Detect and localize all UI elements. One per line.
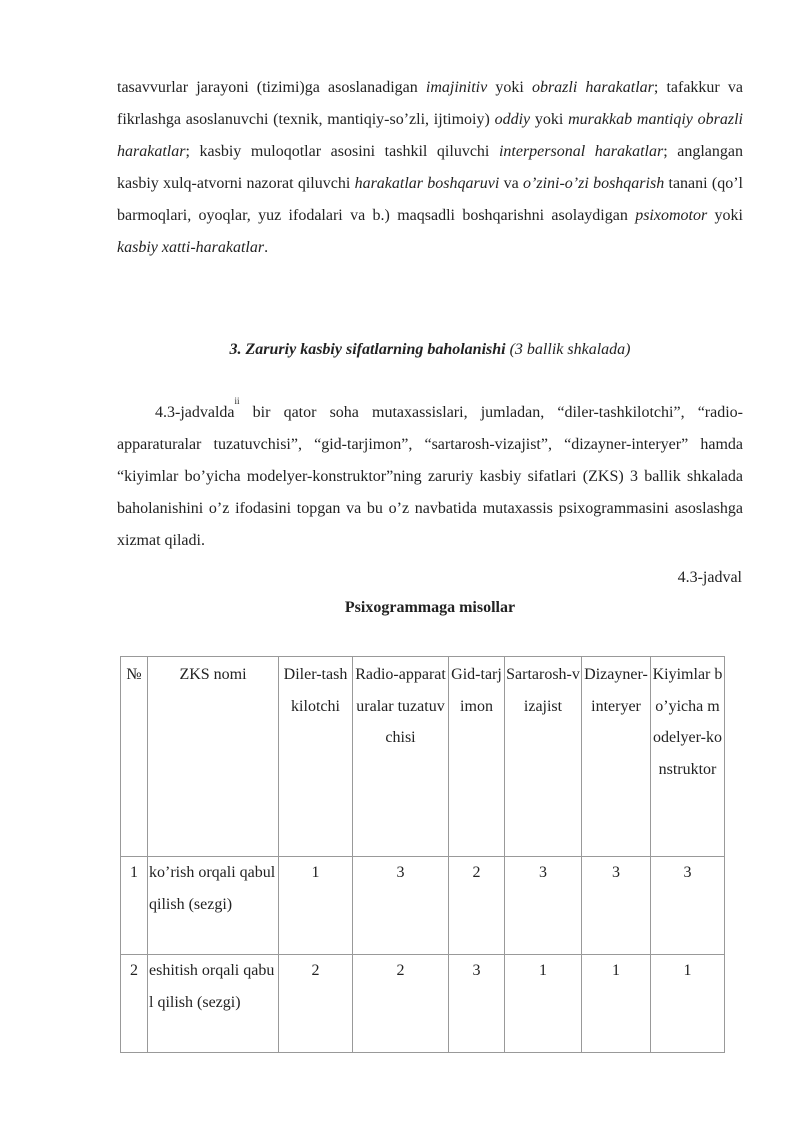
section-heading-title: 3. Zaruriy kasbiy sifatlarning baholanishi (229, 341, 506, 358)
row-name: ko’rish orqali qabul qilish (sezgi) (148, 857, 279, 955)
header-cell: Radio-apparaturalar tuzatuvchisi (353, 657, 449, 857)
paragraph-1-italic-run: obrazli harakatlar (531, 79, 654, 96)
header-cell: ZKS nomi (148, 657, 279, 857)
paragraph-2-text: bir qator soha mutaxassislari, jumladan, “diler-tashkilotchi”, “radio-apparaturalar tuzatuvchisi”, “gid-tarjimon”, “sartarosh-vizajist”, “dizayner-interyer” hamda “kiyimlar bo’yicha modelyer-konstruktor”ning zaruriy kasbiy sifatlari (ZKS) 3 ballik shkalada baholanishini o’z ifodasini topgan va bu o’z navbatida mutaxassis psixogrammasini asoslashga xizmat qiladi. (117, 404, 743, 549)
table-number: 4.3-jadval (677, 569, 742, 586)
header-cell: Diler-tashkilotchi (279, 657, 353, 857)
row-value: 2 (449, 857, 505, 955)
paragraph-1-italic-run: psixomotor (635, 207, 708, 224)
paragraph-1-run: ; anglangan kasbiy xulq-atvorni nazorat qiluvchi (117, 143, 743, 192)
paragraph-1-italic-run: o’zini-o’zi boshqarish (523, 175, 665, 192)
paragraph-1-run: tasavvurlar jarayoni (tizimi)ga asoslanadigan (117, 79, 426, 96)
paragraph-1 (117, 72, 743, 264)
row-value: 3 (582, 857, 651, 955)
paragraph-1-italic-run: murakkab mantiqiy obrazli harakatlar (117, 111, 743, 160)
table-row (121, 857, 725, 955)
header-cell: Sartarosh-vizajist (505, 657, 582, 857)
paragraph-1-italic-run: kasbiy xatti-harakatlar (117, 239, 265, 256)
paragraph-2 (117, 397, 743, 557)
paragraph-1-italic-run: harakatlar boshqaruvi (354, 175, 500, 192)
row-value: 3 (353, 857, 449, 955)
header-cell: Gid-tarjimon (449, 657, 505, 857)
row-value: 1 (651, 955, 725, 1053)
header-cell: № (121, 657, 148, 857)
row-value: 1 (505, 955, 582, 1053)
table-title: Psixogrammaga misollar (344, 599, 516, 616)
row-value: 3 (651, 857, 725, 955)
paragraph-1-italic-run: imajinitiv (425, 79, 488, 96)
row-number: 1 (121, 857, 148, 955)
row-value: 2 (353, 955, 449, 1053)
row-value: 3 (449, 955, 505, 1053)
paragraph-1-run: va (499, 175, 524, 192)
header-cell: Kiyimlar bo’yicha modelyer-konstruktor (651, 657, 725, 857)
paragraph-1-run: tanani (qo’l barmoqlari, oyoqlar, yuz ifodalari va b.) maqsadli boshqarishni asolaydigan (117, 175, 744, 224)
row-name: eshitish orqali qabul qilish (sezgi) (148, 955, 279, 1053)
psychogram-table (120, 656, 725, 1053)
paragraph-1-italic-run: oddiy (494, 111, 531, 128)
table-row (121, 955, 725, 1053)
section-heading (117, 336, 743, 364)
paragraph-1-run: yoki (707, 207, 743, 224)
row-value: 2 (279, 955, 353, 1053)
paragraph-1-run: . (264, 239, 269, 256)
row-value: 3 (505, 857, 582, 955)
table-header-row (121, 657, 725, 857)
paragraph-2-lead: 4.3-jadvalda (155, 404, 235, 421)
paragraph-1-italic-run: interpersonal harakatlar (498, 143, 664, 160)
section-heading-note: (3 ballik shkalada) (509, 341, 631, 358)
paragraph-1-run: ; tafakkur va fikrlashga asoslanuvchi (texnik, mantiqiy-so’zli, ijtimoiy) (117, 79, 743, 128)
header-cell: Dizayner-interyer (582, 657, 651, 857)
row-number: 2 (121, 955, 148, 1053)
footnote-ref[interactable]: ii (234, 396, 240, 406)
row-value: 1 (582, 955, 651, 1053)
paragraph-1-run: ; kasbiy muloqotlar asosini tashkil qiluvchi (185, 143, 499, 160)
row-value: 1 (279, 857, 353, 955)
paragraph-1-run: yoki (530, 111, 569, 128)
paragraph-1-run: yoki (487, 79, 532, 96)
